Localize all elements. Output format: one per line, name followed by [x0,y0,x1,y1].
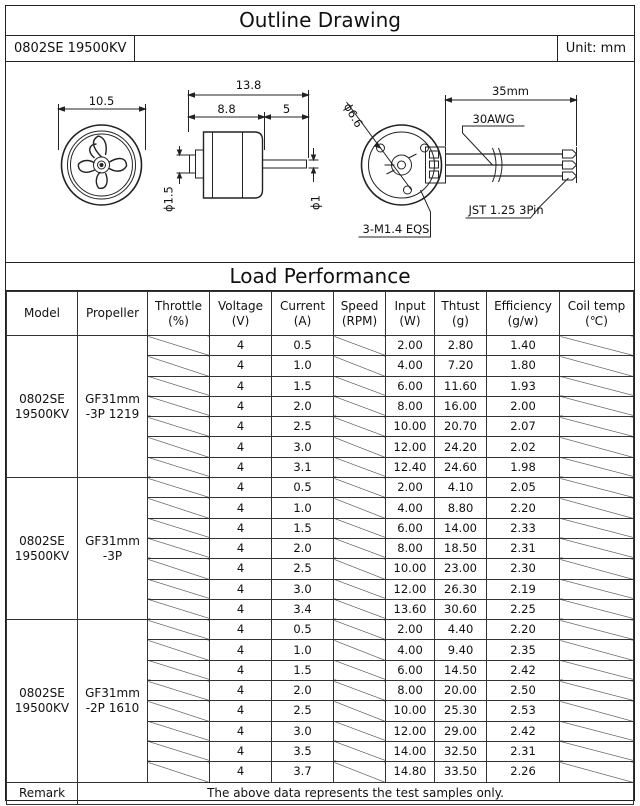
efficiency-cell: 2.53 [487,701,560,721]
throttle-cell [148,457,210,477]
input-cell: 4.00 [386,640,435,660]
speed-cell [334,620,386,640]
thrust-cell: 33.50 [435,762,487,782]
voltage-cell: 4 [210,640,272,660]
voltage-cell: 4 [210,681,272,701]
efficiency-cell: 2.20 [487,498,560,518]
throttle-cell [148,518,210,538]
speed-cell [334,599,386,619]
voltage-cell: 4 [210,721,272,741]
efficiency-cell: 2.05 [487,478,560,498]
side-view [177,90,319,198]
efficiency-cell: 1.93 [487,376,560,396]
coil-temp-cell [560,336,634,356]
input-cell: 8.00 [386,396,435,416]
current-cell: 0.5 [272,620,334,640]
coil-temp-cell [560,457,634,477]
speed-cell [334,701,386,721]
efficiency-cell: 2.20 [487,620,560,640]
current-cell: 2.5 [272,559,334,579]
thrust-cell: 4.10 [435,478,487,498]
thrust-cell: 24.20 [435,437,487,457]
propeller-cell: GF31mm -3P [78,478,148,620]
coil-temp-cell [560,437,634,457]
coil-temp-cell [560,762,634,782]
thrust-cell: 25.30 [435,701,487,721]
efficiency-cell: 1.40 [487,336,560,356]
coil-temp-cell [560,620,634,640]
throttle-cell [148,538,210,558]
voltage-cell: 4 [210,437,272,457]
col-header: Voltage (V) [210,292,272,336]
voltage-cell: 4 [210,478,272,498]
efficiency-cell: 1.98 [487,457,560,477]
voltage-cell: 4 [210,579,272,599]
coil-temp-cell [560,478,634,498]
thrust-cell: 26.30 [435,579,487,599]
thrust-cell: 8.80 [435,498,487,518]
current-cell: 3.7 [272,762,334,782]
efficiency-cell: 2.02 [487,437,560,457]
model-cell: 0802SE 19500KV [7,336,78,478]
efficiency-cell: 2.00 [487,396,560,416]
thrust-cell: 18.50 [435,538,487,558]
col-header: Coil temp (℃) [560,292,634,336]
front-view [59,104,146,205]
model-cell: 0802SE 19500KV [7,620,78,782]
throttle-cell [148,681,210,701]
dim-phi-holes: ϕ6.6 [340,100,366,130]
voltage-cell: 4 [210,701,272,721]
throttle-cell [148,620,210,640]
throttle-cell [148,762,210,782]
current-cell: 2.0 [272,396,334,416]
remark-row [7,782,634,804]
coil-temp-cell [560,640,634,660]
dim-body-length: 8.8 [217,102,236,116]
propeller-cell: GF31mm -2P 1610 [78,620,148,782]
current-cell: 3.0 [272,579,334,599]
speed-cell [334,741,386,761]
throttle-cell [148,376,210,396]
input-cell: 6.00 [386,376,435,396]
throttle-cell [148,396,210,416]
efficiency-cell: 1.80 [487,356,560,376]
current-cell: 0.5 [272,336,334,356]
speed-cell [334,681,386,701]
voltage-cell: 4 [210,660,272,680]
efficiency-cell: 2.42 [487,721,560,741]
speed-cell [334,417,386,437]
input-cell: 6.00 [386,660,435,680]
speed-cell [334,538,386,558]
voltage-cell: 4 [210,559,272,579]
speed-cell [334,518,386,538]
input-cell: 14.80 [386,762,435,782]
input-cell: 12.00 [386,437,435,457]
outline-drawing-title: Outline Drawing [6,6,634,36]
coil-temp-cell [560,376,634,396]
model-id-row [6,36,634,62]
voltage-cell: 4 [210,336,272,356]
input-cell: 2.00 [386,336,435,356]
efficiency-cell: 2.19 [487,579,560,599]
coil-temp-cell [560,518,634,538]
speed-cell [334,640,386,660]
col-header: Model [7,292,78,336]
throttle-cell [148,599,210,619]
thrust-cell: 9.40 [435,640,487,660]
thrust-cell: 29.00 [435,721,487,741]
coil-temp-cell [560,498,634,518]
voltage-cell: 4 [210,599,272,619]
col-header: Efficiency (g/w) [487,292,560,336]
dim-wire-gauge: 30AWG [472,112,515,126]
dim-front-diameter: 10.5 [88,94,115,108]
thrust-cell: 16.00 [435,396,487,416]
voltage-cell: 4 [210,741,272,761]
throttle-cell [148,478,210,498]
voltage-cell: 4 [210,356,272,376]
input-cell: 13.60 [386,599,435,619]
voltage-cell: 4 [210,417,272,437]
thrust-cell: 2.80 [435,336,487,356]
efficiency-cell: 2.50 [487,681,560,701]
coil-temp-cell [560,579,634,599]
efficiency-cell: 2.31 [487,741,560,761]
thrust-cell: 7.20 [435,356,487,376]
input-cell: 2.00 [386,478,435,498]
voltage-cell: 4 [210,396,272,416]
dim-screw: 3-M1.4 EQS [362,222,430,236]
voltage-cell: 4 [210,538,272,558]
speed-cell [334,437,386,457]
speed-cell [334,579,386,599]
speed-cell [334,559,386,579]
voltage-cell: 4 [210,376,272,396]
efficiency-cell: 2.26 [487,762,560,782]
throttle-cell [148,417,210,437]
thrust-cell: 20.70 [435,417,487,437]
throttle-cell [148,741,210,761]
table-row [7,620,634,640]
header-row [7,292,634,336]
dim-phi-shaft: ϕ1 [308,195,323,210]
voltage-cell: 4 [210,620,272,640]
input-cell: 14.00 [386,741,435,761]
throttle-cell [148,701,210,721]
dim-shaft-length: 5 [282,102,291,116]
coil-temp-cell [560,599,634,619]
unit-label: Unit: mm [557,36,634,61]
current-cell: 1.5 [272,376,334,396]
coil-temp-cell [560,417,634,437]
current-cell: 1.0 [272,356,334,376]
thrust-cell: 11.60 [435,376,487,396]
speed-cell [334,336,386,356]
model-cell: 0802SE 19500KV [7,478,78,620]
input-cell: 12.00 [386,579,435,599]
speed-cell [334,498,386,518]
col-header: Speed (RPM) [334,292,386,336]
input-cell: 6.00 [386,518,435,538]
speed-cell [334,396,386,416]
throttle-cell [148,437,210,457]
coil-temp-cell [560,701,634,721]
col-header: Throttle (%) [148,292,210,336]
thrust-cell: 30.60 [435,599,487,619]
efficiency-cell: 2.35 [487,640,560,660]
speed-cell [334,721,386,741]
load-performance-title: Load Performance [6,262,634,291]
throttle-cell [148,336,210,356]
performance-body [7,336,634,783]
coil-temp-cell [560,538,634,558]
outline-drawing [6,62,634,262]
input-cell: 12.40 [386,457,435,477]
input-cell: 4.00 [386,356,435,376]
input-cell: 10.00 [386,417,435,437]
efficiency-cell: 2.25 [487,599,560,619]
dim-connector: JST 1.25 3Pin [468,203,544,217]
current-cell: 1.0 [272,498,334,518]
dim-overall-length: 13.8 [235,78,262,92]
input-cell: 10.00 [386,559,435,579]
efficiency-cell: 2.31 [487,538,560,558]
current-cell: 1.5 [272,518,334,538]
thrust-cell: 14.00 [435,518,487,538]
thrust-cell: 23.00 [435,559,487,579]
coil-temp-cell [560,559,634,579]
voltage-cell: 4 [210,518,272,538]
current-cell: 2.5 [272,701,334,721]
voltage-cell: 4 [210,457,272,477]
efficiency-cell: 2.07 [487,417,560,437]
coil-temp-cell [560,396,634,416]
efficiency-cell: 2.33 [487,518,560,538]
coil-temp-cell [560,681,634,701]
throttle-cell [148,498,210,518]
col-header: Current (A) [272,292,334,336]
input-cell: 2.00 [386,620,435,640]
table-row [7,478,634,498]
speed-cell [334,478,386,498]
spec-sheet [5,5,635,801]
input-cell: 8.00 [386,538,435,558]
voltage-cell: 4 [210,498,272,518]
remark-label: Remark [7,782,78,804]
voltage-cell: 4 [210,762,272,782]
speed-cell [334,376,386,396]
col-header: Input (W) [386,292,435,336]
current-cell: 2.5 [272,417,334,437]
throttle-cell [148,579,210,599]
throttle-cell [148,640,210,660]
load-performance-table [6,291,634,805]
throttle-cell [148,721,210,741]
model-code: 0802SE 19500KV [6,36,135,61]
current-cell: 3.0 [272,437,334,457]
current-cell: 1.5 [272,660,334,680]
current-cell: 3.0 [272,721,334,741]
current-cell: 3.1 [272,457,334,477]
remark-text: The above data represents the test samples only. [78,782,634,804]
thrust-cell: 14.50 [435,660,487,680]
input-cell: 8.00 [386,681,435,701]
current-cell: 2.0 [272,681,334,701]
current-cell: 3.5 [272,741,334,761]
current-cell: 2.0 [272,538,334,558]
efficiency-cell: 2.42 [487,660,560,680]
coil-temp-cell [560,741,634,761]
current-cell: 0.5 [272,478,334,498]
speed-cell [334,762,386,782]
throttle-cell [148,559,210,579]
propeller-cell: GF31mm -3P 1219 [78,336,148,478]
input-cell: 12.00 [386,721,435,741]
input-cell: 10.00 [386,701,435,721]
current-cell: 3.4 [272,599,334,619]
throttle-cell [148,660,210,680]
speed-cell [334,457,386,477]
table-row [7,336,634,356]
thrust-cell: 32.50 [435,741,487,761]
throttle-cell [148,356,210,376]
speed-cell [334,660,386,680]
thrust-cell: 20.00 [435,681,487,701]
speed-cell [334,356,386,376]
efficiency-cell: 2.30 [487,559,560,579]
thrust-cell: 24.60 [435,457,487,477]
coil-temp-cell [560,721,634,741]
input-cell: 4.00 [386,498,435,518]
coil-temp-cell [560,356,634,376]
col-header: Propeller [78,292,148,336]
thrust-cell: 4.40 [435,620,487,640]
col-header: Thtust (g) [435,292,487,336]
dim-phi-base: ϕ1.5 [161,186,176,212]
dim-lead-length: 35mm [491,84,530,98]
coil-temp-cell [560,660,634,680]
current-cell: 1.0 [272,640,334,660]
